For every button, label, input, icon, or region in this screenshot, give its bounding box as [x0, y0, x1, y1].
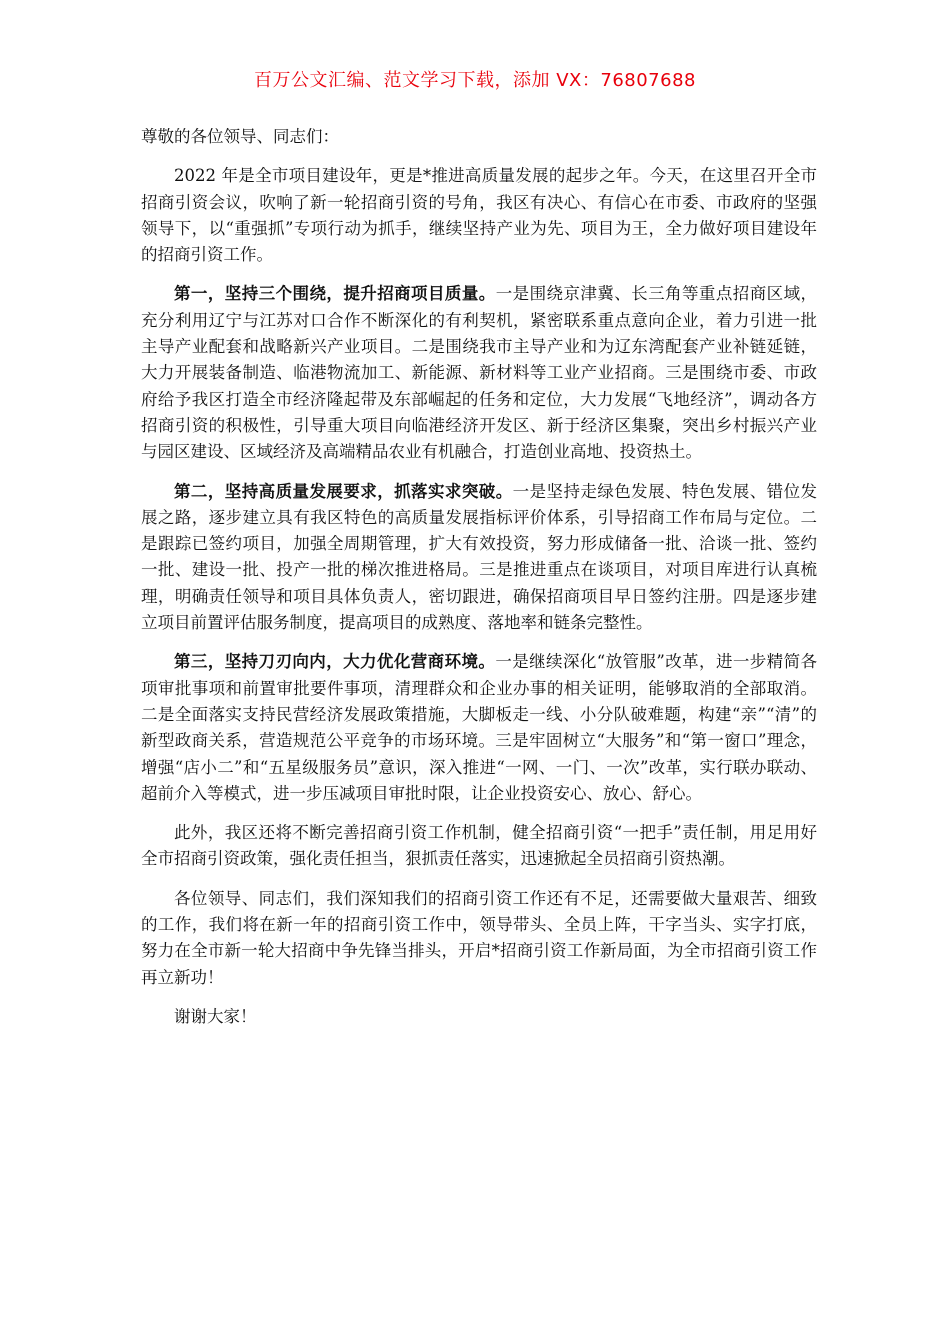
point-heading-1: 第一，坚持三个围绕，提升招商项目质量。 — [174, 284, 496, 304]
conclusion-paragraph: 各位领导、同志们，我们深知我们的招商引资工作还有不足，还需要做大量艰苦、细致的工作，我们将在新一年的招商引资工作中，领导带头、全员上阵，干字当头、实字打底，努力在全市新一轮大招商中争先锋当排头，开启*招商引资工作新局面，为全市招商引资工作再立新功！ — [141, 888, 817, 987]
point-paragraph-3 — [141, 649, 817, 807]
document-body — [141, 124, 817, 1030]
point-heading-2: 第二，坚持高质量发展要求，抓落实求突破。 — [174, 481, 513, 501]
point-paragraph-2 — [141, 479, 817, 637]
point-text-3: 一是继续深化“放管服”改革，进一步精简各项审批事项和前置审批要件事项，清理群众和企业办事的相关证明，能够取消的全部取消。二是全面落实支持民营经济发展政策措施，大脚板走一线、小分队破难题，构建“亲”“清”的新型政商关系，营造规范公平竞争的市场环境。三是牢固树立“大服务”和“第一窗口”理念，增强“店小二”和“五星级服务员”意识，深入推进“一网、一门、一次”改革，实行联办联动、超前介入等模式，进一步压减项目审批时限，让企业投资安心、放心、舒心。 — [141, 652, 817, 803]
point-text-2: 一是坚持走绿色发展、特色发展、错位发展之路，逐步建立具有我区特色的高质量发展指标评价体系，引导招商工作布局与定位。二是跟踪已签约项目，加强全周期管理，扩大有效投资，努力形成储备一批、洽谈一批、签约一批、建设一批、投产一批的梯次推进格局。三是推进重点在谈项目，对项目库进行认真梳理，明确责任领导和项目具体负责人，密切跟进，确保招商项目早日签约注册。四是逐步建立项目前置评估服务制度，提高项目的成熟度、落地率和链条完整性。 — [141, 481, 818, 633]
intro-paragraph: 2022 年是全市项目建设年，更是*推进高质量发展的起步之年。今天，在这里召开全市招商引资会议，吹响了新一轮招商引资的号角，我区有决心、有信心在市委、市政府的坚强领导下，以“重强抓”专项行动为抓手，继续坚持产业为先、项目为王，全力做好项目建设年的招商引资工作。 — [141, 166, 817, 265]
greeting: 尊敬的各位领导、同志们： — [141, 127, 339, 146]
point-paragraph-1 — [141, 281, 817, 465]
point-text-1: 一是围绕京津冀、长三角等重点招商区域，充分利用辽宁与江苏对口合作不断深化的有利契机，紧密联系重点意向企业，着力引进一批主导产业配套和战略新兴产业项目。二是围绕我市主导产业和为辽东湾配套产业补链延链，大力开展装备制造、临港物流加工、新能源、新材料等工业产业招商。三是围绕市委、市政府给予我区打造全市经济隆起带及东部崛起的任务和定位，大力发展“飞地经济”，调动各方招商引资的积极性，引导重大项目向临港经济开发区、新于经济区集聚，突出乡村振兴产业与园区建设、区域经济及高端精品农业有机融合，打造创业高地、投资热土。 — [141, 284, 818, 462]
header-banner: 百万公文汇编、范文学习下载，添加 VX：76807688 — [254, 70, 696, 91]
additional-paragraph: 此外，我区还将不断完善招商引资工作机制，健全招商引资“一把手”责任制，用足用好全市招商引资政策，强化责任担当，狠抓责任落实，迅速掀起全员招商引资热潮。 — [141, 823, 817, 869]
closing-line: 谢谢大家！ — [174, 1006, 257, 1026]
point-heading-3: 第三，坚持刀刃向内，大力优化营商环境。 — [174, 652, 496, 672]
